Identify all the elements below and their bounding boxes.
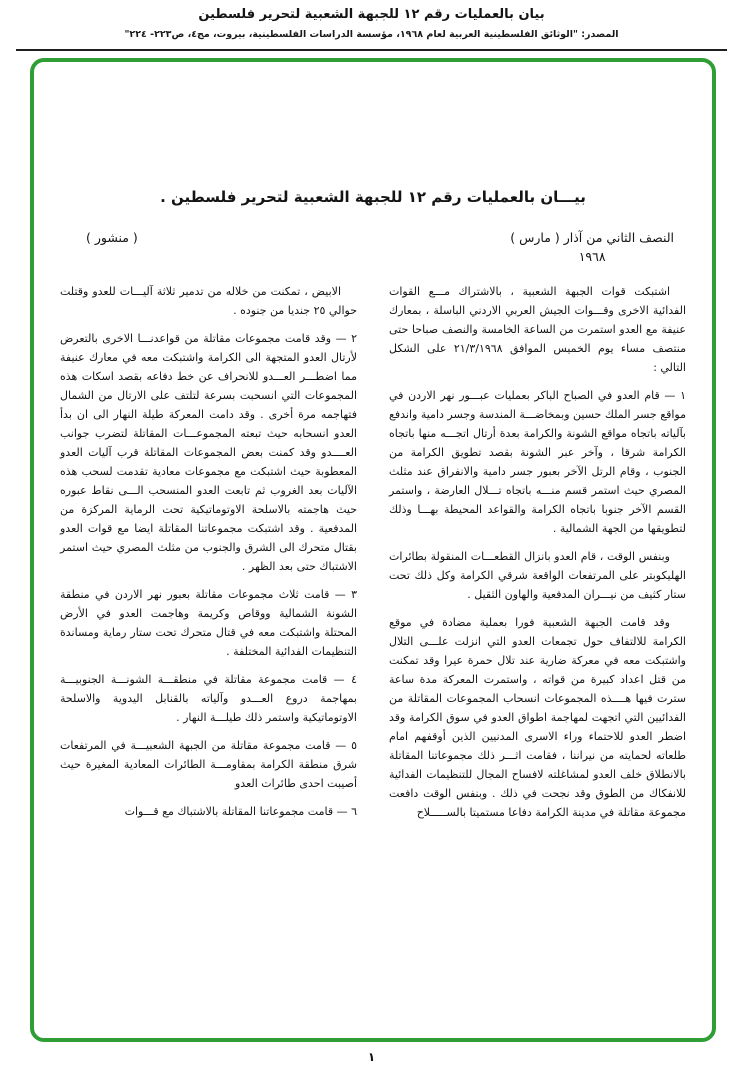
paragraph: ٥ — قامت مجموعة مقاتلة من الجبهة الشعبيـــة في المرتفعات شرق منطقة الكرامة بمقاومـــة الطائرات المعادية المغيرة حيث أصيبت احدى طائرات العدو <box>60 739 357 791</box>
paragraph: ٤ — قامت مجموعة مقاتلة في منطقـــة الشونـــة الجنوبيـــة بمهاجمة دروع العـــدو وآلياته بالقنابل اليدوية والاسلحة الاوتوماتيكية واستمر ذلك طيلـــة النهار . <box>60 673 357 725</box>
document-title: بيـــان بالعمليات رقم ١٢ للجبهة الشعبية لتحرير فلسطين . <box>160 188 586 206</box>
header-title: بيان بالعمليات رقم ١٢ للجبهة الشعبية لتحرير فلسطين <box>198 7 545 22</box>
paragraph: وبنفس الوقت ، قام العدو بانزال القطعـــات المنقولة بطائرات الهليكوبتر على المرتفعات الواقعة شرقي الكرامة وكل ذلك تحت ستار كثيف من نيـــران المدفعية والهاون الثقيل . <box>389 550 686 602</box>
paragraph: اشتبكت قوات الجبهة الشعبية ، بالاشتراك مـــع القوات الفدائية الاخرى وقـــوات الجيش العربي الاردني الباسلة ، بمعارك عنيفة مع العدو استمرت من الساعة الخامسة والنصف صباحا حتى منتصف مساء يوم الخميس الموافق ٢١/٣/١٩٦٨ على الشكل التالي : <box>389 285 686 375</box>
date-year: ١٩٦٨ <box>578 249 606 264</box>
text-column-right <box>389 282 686 831</box>
header-divider <box>16 49 727 51</box>
paragraph: وقد قامت الجبهة الشعبية فورا بعملية مضادة في موقع الكرامة للالتفاف حول تجمعات العدو التي انزلت علـــى التلال واشتبكت معه في معركة ضارية عند تلال حمرة عيرا وقد تمكنت من قتل اعداد كبيرة من قواته ، واستمرت المعركة مدة ساعة سترت فيها هــــذه المجموعات انسحاب المجموعات المقاتلة من الفدائيين التي اتجهت لمهاجمة اطواق العدو في سوق الكرامة وقد اضطر العدو للاحتماء وراء الاسرى المدنيين الذين أوقفهم امام طلعاته لحمايته من نيراننا ، فقامت اثـــر ذلك مجموعاتنا المقاتلة بالانطلاق خلف العدو لمشاغلته لافساح المجال للتنظيمات الفدائية للانفكاك من الطوق وقد نجحت في ذلك . وبنفس الوقت دافعت مجموعة مقاتلة في مدينة الكرامة دفاعا مستميتا بالســـــلاح <box>389 616 686 820</box>
header-source-line: المصدر: "الوثائق الفلسطينية العربية لعام ١٩٦٨، مؤسسة الدراسات الفلسطينية، بيروت، مج٤، ص٢٢٣- ٢٢٤" <box>124 29 619 40</box>
text-columns <box>60 282 686 831</box>
date-line: النصف الثاني من آذار ( مارس ) <box>510 230 674 245</box>
document-subtitle-row <box>60 230 686 264</box>
paragraph: ٦ — قامت مجموعاتنا المقاتلة بالاشتباك مع قـــوات <box>124 805 357 819</box>
page-number: ١ <box>367 1050 376 1064</box>
paragraph: الابيض ، تمكنت من خلاله من تدمير ثلاثة آليـــات للعدو وقتلت حوالي ٢٥ جنديا من جنوده . <box>60 285 357 318</box>
page-header <box>0 0 743 51</box>
document-frame <box>30 58 716 1042</box>
paragraph: ٢ — وقد قامت مجموعات مقاتلة من قواعدنـــا الاخرى بالتعرض لأرتال العدو المتجهة الى الكرامة واشتبكت معه في معارك عنيفة مما اضطـــر العـــدو للانحراف عن خط دفاعه بقصد اسكات هذه المجموعات التي انسحبت بسرعة لتلتف على الارتال من الشمال فتهاجمه مرة أخرى . وقد دامت المعركة طيلة النهار الى ان بدأ العدو انسحابه حيث تبعته المجموعـــات المقاتلة لتضرب جوانب العــــدو وقد كمنت بعض المجموعات المقاتلة قرب آليات العدو المعطوبة حيث اشتبكت مع مجموعات معادية تقدمت لسحب هذه الآليات بعد الغروب ثم تابعت العدو المنسحب الـــى نقاط عبوره حيث هاجمته بالاسلحة الاوتوماتيكية تحت الرماية المركزة من المدفعية . وقد اشتبكت مجموعاتنا المقاتلة ايضا مع قوات العدو بقتال متحرك الى الشرق والجنوب من مثلث المصري حيث استمر الاشتباك حتى بعد الظهر . <box>60 332 357 574</box>
text-column-left <box>60 282 357 831</box>
paragraph: ٣ — قامت ثلاث مجموعات مقاتلة بعبور نهر الاردن في منطقة الشونة الشمالية ووقاص وكريمة وهاجمت العدو في الأرض المحتلة واشتبكت معه في قتال متحرك تحت ستار رماية ومساندة التنظيمات الفدائية المختلفة . <box>60 588 357 659</box>
paragraph: ١ — قام العدو في الصباح الباكر بعمليات عبـــور نهر الاردن في مواقع جسر الملك حسين وبمخاضـــة المندسة وجسر دامية واندفع بآلياته باتجاه مواقع الشونة والكرامة بعدة أرتال اتجـــه منها باتجاه الكرامة شرقا ، وآخر عبر الشونة بقصد تطويق الكرامة من الجنوب ، وقام الرتل الآخر بعبور جسر دامية والانفراق عند مثلث المصري حيث استمر قسم منـــه باتجاه تـــلال العارضة ، واستمر القسم الآخر جنوبا باتجاه الكرامة والقواعد المحيطة بهـــا وذلك لتطويقها من الجهة الشمالية . <box>389 389 686 536</box>
publication-note: ( منشور ) <box>86 230 138 245</box>
date-block <box>510 230 674 264</box>
